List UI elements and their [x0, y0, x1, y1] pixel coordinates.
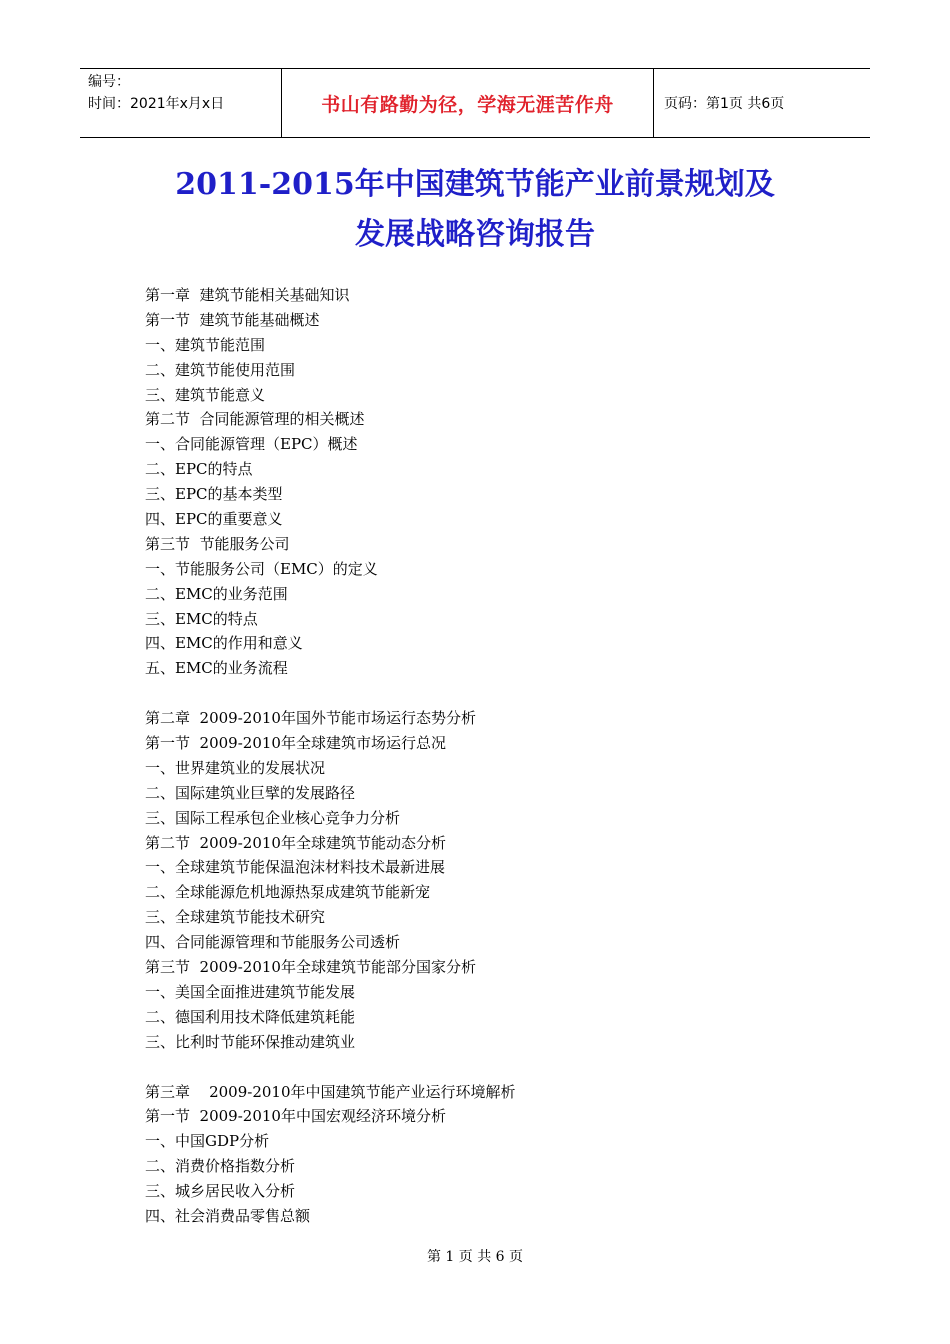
toc-line: 二、消费价格指数分析: [145, 1157, 296, 1176]
toc-line: 三、建筑节能意义: [145, 385, 266, 404]
toc-line: 二、国际建筑业巨擘的发展路径: [145, 783, 356, 802]
toc-line: 二、建筑节能使用范围: [145, 360, 296, 379]
toc-line: 三、国际工程承包企业核心竞争力分析: [145, 808, 401, 827]
toc-line: 四、社会消费品零售总额: [145, 1206, 311, 1225]
document-title: [0, 160, 950, 260]
document-title-line-2: 发展战略咨询报告: [355, 217, 595, 252]
toc-line: 第一节 2009-2010年中国宏观经济环境分析: [145, 1107, 446, 1126]
toc-line: 五、EMC的业务流程: [145, 659, 288, 678]
header-meta: [80, 69, 281, 137]
toc-line: 一、全球建筑节能保温泡沫材料技术最新进展: [145, 858, 446, 877]
toc-line: 三、比利时节能环保推动建筑业: [145, 1032, 356, 1051]
toc-line: 一、美国全面推进建筑节能发展: [145, 982, 356, 1001]
toc-line: 第三节 节能服务公司: [145, 534, 290, 553]
toc-line: 三、城乡居民收入分析: [145, 1182, 296, 1201]
toc-line: 一、世界建筑业的发展状况: [145, 758, 326, 777]
toc-line: 二、德国利用技术降低建筑耗能: [145, 1007, 356, 1026]
toc-line: 三、EPC的基本类型: [145, 485, 283, 504]
toc-line: 三、全球建筑节能技术研究: [145, 908, 326, 927]
toc-line: 二、EMC的业务范围: [145, 584, 288, 603]
toc-line: 第一节 建筑节能基础概述: [145, 310, 320, 329]
toc-line: 四、EMC的作用和意义: [145, 634, 303, 653]
toc-line: 一、节能服务公司（EMC）的定义: [145, 559, 378, 578]
toc-line: 三、EMC的特点: [145, 609, 258, 628]
toc-line: 第二章 2009-2010年国外节能市场运行态势分析: [145, 709, 476, 728]
toc-line: 二、EPC的特点: [145, 460, 253, 479]
toc-line: 一、合同能源管理（EPC）概述: [145, 435, 358, 454]
toc-line: 一、中国GDP分析: [145, 1132, 270, 1151]
table-of-contents: [145, 283, 845, 1229]
toc-line: 一、建筑节能范围: [145, 335, 266, 354]
toc-spacer: [145, 681, 845, 706]
toc-line: 四、EPC的重要意义: [145, 510, 283, 529]
toc-line: 第二节 合同能源管理的相关概述: [145, 410, 365, 429]
toc-line: 四、合同能源管理和节能服务公司透析: [145, 933, 401, 952]
toc-line: 第三节 2009-2010年全球建筑节能部分国家分析: [145, 958, 476, 977]
toc-line: 第三章 2009-2010年中国建筑节能产业运行环境解析: [145, 1082, 516, 1101]
header-number-label: 编号：: [88, 74, 130, 90]
toc-line: 二、全球能源危机地源热泵成建筑节能新宠: [145, 883, 431, 902]
document-title-line-1: 2011-2015年中国建筑节能产业前景规划及: [175, 167, 775, 202]
document-header: [80, 68, 870, 138]
page-footer: 第 1 页 共 6 页: [426, 1249, 524, 1265]
toc-line: 第一节 2009-2010年全球建筑市场运行总况: [145, 734, 446, 753]
header-page-info: 页码：第1页 共6页: [664, 96, 785, 112]
toc-line: 第二节 2009-2010年全球建筑节能动态分析: [145, 833, 446, 852]
header-time-label: 时间：2021年x月x日: [88, 96, 225, 112]
header-motto: 书山有路勤为径，学海无涯苦作舟: [281, 69, 654, 137]
toc-spacer: [145, 1055, 845, 1080]
toc-line: 第一章 建筑节能相关基础知识: [145, 286, 350, 304]
